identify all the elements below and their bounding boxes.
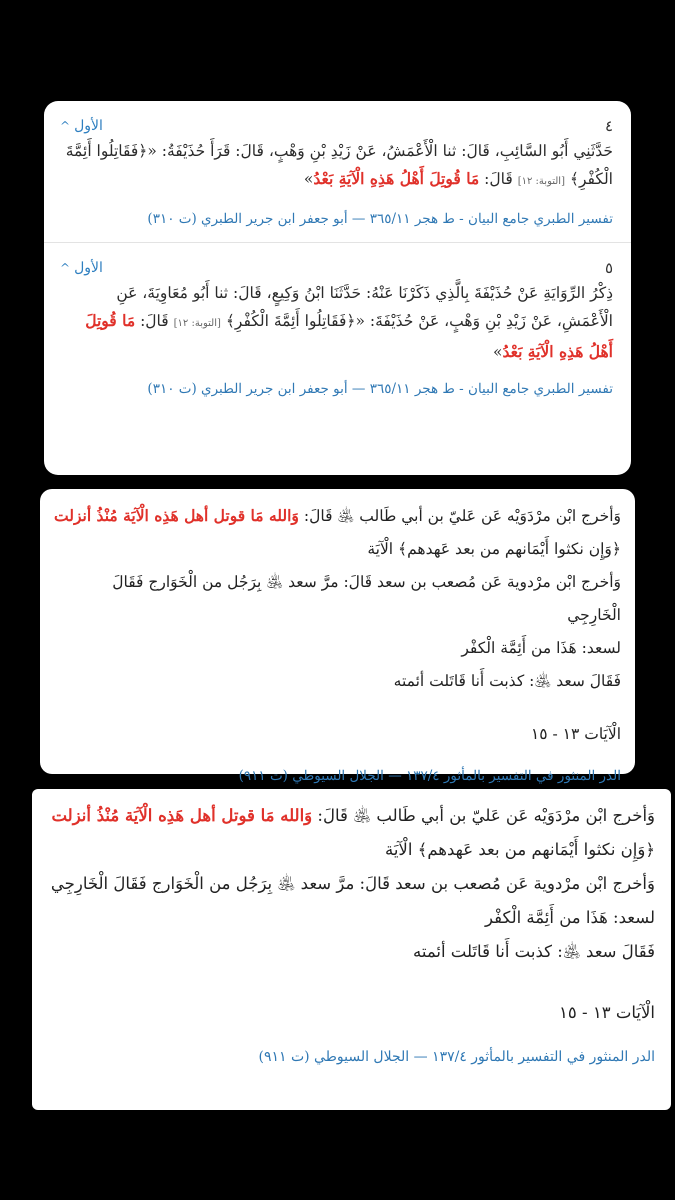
first-label: الأول (74, 118, 103, 134)
surah-reference: [التوبة: ١٢] (517, 176, 565, 187)
durr-line-2: ﴿وَإِن نكثوا أَيْمَانهم من بعد عَهدهم﴾ الْآيَة (384, 840, 655, 859)
source-link[interactable]: الدر المنثور في التفسير بالمأثور ١٣٧/٤ — الجلال السيوطي (ت ٩١١) (238, 768, 621, 784)
narration-text: حَدَّثَنِي أَبُو السَّائِبِ، قَالَ: ثنا الْأَعْمَشُ، عَنْ زَيْدِ بْنِ وَهْبٍ، قَالَ: قَرَأَ حُذَيْفَةُ: «﴿فَقَاتِلُوا أَئِمَّةَ الْكُفْرِ﴾ (65, 142, 613, 188)
entry-text (60, 279, 613, 366)
chevron-up-icon: ^ (60, 261, 71, 275)
durr-text-block (48, 799, 655, 969)
durr-line-2: ﴿وَإِن نكثوا أَيْمَانهم من بعد عَهدهم﴾ الْآيَة (367, 540, 621, 558)
durr-line-3: وَأخرج ابْن مرْدوية عَن مُصعب بن سعد قَالَ: مرَّ سعد ﵁ بِرَجُل من الْخَوَارج فَقَالَ الْخَارِجِي (50, 874, 655, 893)
surah-reference: [التوبة: ١٢] (173, 318, 221, 329)
entry-number: ٤ (604, 117, 613, 135)
durr-card-large (32, 789, 671, 1110)
source-link[interactable]: الدر المنثور في التفسير بالمأثور ١٣٧/٤ — الجلال السيوطي (ت ٩١١) (258, 1049, 655, 1065)
first-toggle-link[interactable] (60, 118, 103, 134)
closing-quote: » (492, 343, 503, 361)
first-toggle-link[interactable] (60, 260, 103, 276)
entry-number: ٥ (604, 259, 613, 277)
durr-line-1 (48, 799, 655, 833)
tabari-results-card (44, 101, 631, 475)
narration-text: ذِكْرُ الرِّوَايَةِ عَنْ حُذَيْفَةَ بِالَّذِي ذَكَرْنَا عَنْهُ: حَدَّثَنَا ابْنُ وَكِيعٍ، قَالَ: ثنا أَبُو مُعَاوِيَةَ، عَنِ الْأَعْمَشِ، عَنْ زَيْدِ بْنِ وَهْبٍ، عَنْ حُذَيْفَةَ: «﴿فَقَاتِلُوا أَئِمَّةَ الْكُفْرِ﴾ (116, 284, 613, 330)
verses-range: الْآيَات ١٣ - ١٥ (559, 1003, 655, 1022)
source-link[interactable]: تفسير الطبري جامع البيان - ط هجر ٣٦٥/١١ — أبو جعفر ابن جرير الطبري (ت ٣١٠) (147, 211, 613, 227)
entry-text (60, 137, 613, 196)
first-label: الأول (74, 260, 103, 276)
highlighted-quote: وَالله مَا قوتل أهل هَذِه الْآيَة مُنْذُ أنزلت (51, 806, 313, 825)
durr-line-3: وَأخرج ابْن مرْدوية عَن مُصعب بن سعد قَالَ: مرَّ سعد ﵁ بِرَجُل من الْخَوَارج فَقَالَ الْخَارِجِي (112, 573, 621, 624)
durr-line-5: فَقَالَ سعد ﵁: كذبت أَنا قَاتَلت أئمته (413, 942, 655, 961)
source-link[interactable]: تفسير الطبري جامع البيان - ط هجر ٣٦٥/١١ — أبو جعفر ابن جرير الطبري (ت ٣١٠) (147, 381, 613, 397)
durr-line-5: فَقَالَ سعد ﵁: كذبت أَنا قَاتَلت أئمته (393, 672, 621, 690)
highlighted-quote: مَا قُوتِلَ أَهْلُ هَذِهِ الْآيَةِ بَعْدُ (313, 169, 480, 188)
closing-quote: » (303, 170, 314, 188)
highlighted-quote: مَا قُوتِلَ أَهْلُ هَذِهِ الْآيَةِ بَعْدُ (85, 311, 613, 361)
verses-range: الْآيَات ١٣ - ١٥ (530, 725, 621, 743)
highlighted-quote: وَالله مَا قوتل أهل هَذِه الْآيَة مُنْذُ أنزلت (54, 506, 299, 525)
durr-card-small (40, 489, 635, 784)
chevron-up-icon: ^ (60, 119, 71, 133)
qala-text: قَالَ: (140, 312, 169, 330)
result-entry-4 (44, 101, 631, 242)
narration-text: وَأخرج ابْن مرْدَوَيْه عَن عَليّ بن أبي طَالب ﵁ قَالَ: (317, 806, 655, 825)
durr-line-4: لسعد: هَذَا من أَئِمَّة الْكفْر (461, 639, 621, 657)
durr-line-1 (54, 499, 621, 533)
durr-text-block (54, 499, 621, 698)
result-entry-5 (44, 243, 631, 412)
narration-text: وَأخرج ابْن مرْدَوَيْه عَن عَليّ بن أبي طَالب ﵁ قَالَ: (303, 507, 621, 525)
durr-line-4: لسعد: هَذَا من أَئِمَّة الْكفْر (485, 908, 655, 927)
qala-text: قَالَ: (484, 170, 513, 188)
